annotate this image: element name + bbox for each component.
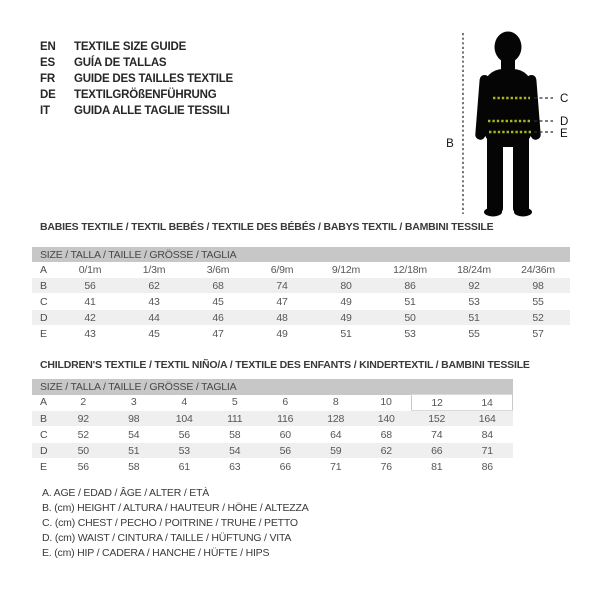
- table-cell: 128: [311, 411, 362, 427]
- table-row-age: [32, 262, 570, 278]
- table-row-height: [32, 278, 570, 294]
- table-cell: 74: [431, 428, 443, 441]
- legend-waist: D. (cm) WAIST / CINTURA / TAILLE / HÜFTUNG / VITA: [42, 532, 292, 544]
- table-cell: 62: [122, 278, 186, 294]
- table-cell: 54: [210, 443, 261, 459]
- table-cell: 12/18m: [393, 263, 427, 276]
- table-cell: 71: [462, 443, 513, 459]
- legend-height: B. (cm) HEIGHT / ALTURA / HAUTEUR / HÖHE / ALTEZZA: [42, 502, 309, 514]
- table-cell: 86: [481, 460, 493, 473]
- language-title: GUÍA DE TALLAS: [74, 57, 167, 69]
- table-row-chest: [32, 294, 570, 310]
- table-cell: 51: [404, 295, 416, 308]
- table-cell: 140: [361, 411, 412, 427]
- row-label: A: [40, 396, 47, 409]
- table-cell: 52: [506, 310, 570, 326]
- babies-table-title: BABIES TEXTILE / TEXTIL BEBÉS / TEXTILE DES BÉBÉS / BABYS TEXTIL / BAMBINI TESSILE: [40, 221, 494, 233]
- row-label: B: [32, 411, 58, 427]
- language-row-en: [40, 39, 233, 55]
- table-cell: 42: [58, 310, 122, 326]
- table-cell: 4: [181, 396, 188, 409]
- table-cell: 71: [330, 460, 342, 473]
- table-row-chest: [32, 427, 513, 443]
- language-code: DE: [40, 89, 56, 101]
- table-cell: 68: [186, 278, 250, 294]
- row-label: A: [40, 263, 47, 276]
- waist-label: D: [560, 116, 569, 128]
- babies-size-table: [32, 247, 570, 341]
- table-cell: 57: [532, 327, 544, 340]
- language-code: ES: [40, 57, 55, 69]
- table-cell: 58: [128, 460, 140, 473]
- language-code: FR: [40, 73, 55, 85]
- language-row-de: [40, 87, 233, 103]
- row-label: D: [32, 310, 58, 326]
- table-header: SIZE / TALLA / TAILLE / GRÖSSE / TAGLIA: [32, 379, 513, 395]
- table-cell: 50: [378, 310, 442, 326]
- table-row-age: [32, 395, 513, 411]
- table-cell: 6/9m: [270, 263, 294, 276]
- table-cell: 51: [340, 327, 352, 340]
- hip-label: E: [560, 128, 568, 140]
- table-row-waist: [32, 310, 570, 326]
- legend-chest: C. (cm) CHEST / PECHO / POITRINE / TRUHE / PETTO: [42, 517, 298, 529]
- table-cell: 18/24m: [457, 263, 491, 276]
- table-cell: 152: [412, 411, 463, 427]
- table-row-height: [32, 411, 513, 427]
- table-cell: 51: [109, 443, 160, 459]
- child-silhouette-icon: [475, 32, 541, 217]
- table-cell: 56: [77, 460, 89, 473]
- height-label: B: [446, 138, 454, 150]
- measurement-legend: [42, 486, 309, 561]
- table-header-row: [32, 379, 513, 395]
- language-code: EN: [40, 41, 56, 53]
- language-title: GUIDE DES TAILLES TEXTILE: [74, 73, 233, 85]
- table-cell: 45: [148, 327, 160, 340]
- table-cell: 14: [462, 395, 513, 411]
- table-cell: 48: [250, 310, 314, 326]
- table-cell: 68: [380, 428, 392, 441]
- table-cell: 61: [178, 460, 190, 473]
- table-cell: 55: [532, 295, 544, 308]
- table-cell: 43: [84, 327, 96, 340]
- table-cell: 9/12m: [331, 263, 361, 276]
- table-cell: 49: [340, 295, 352, 308]
- table-cell: 2: [80, 396, 87, 409]
- row-label: B: [32, 278, 58, 294]
- table-row-hip: [32, 459, 513, 475]
- table-cell: 98: [506, 278, 570, 294]
- table-cell: 54: [128, 428, 140, 441]
- table-cell: 10: [380, 396, 392, 409]
- table-cell: 47: [276, 295, 288, 308]
- table-cell: 47: [212, 327, 224, 340]
- table-cell: 43: [148, 295, 160, 308]
- table-cell: 1/3m: [142, 263, 166, 276]
- child-measurement-figure: [440, 15, 590, 227]
- language-code: IT: [40, 105, 50, 117]
- table-cell: 41: [84, 295, 96, 308]
- row-label: E: [40, 460, 47, 473]
- table-cell: 92: [58, 411, 109, 427]
- language-title: TEXTILGRÖßENFÜHRUNG: [74, 89, 217, 101]
- table-cell: 111: [210, 411, 261, 427]
- table-cell: 76: [380, 460, 392, 473]
- table-cell: 53: [468, 295, 480, 308]
- language-title: TEXTILE SIZE GUIDE: [74, 41, 187, 53]
- table-cell: 86: [378, 278, 442, 294]
- table-cell: 59: [311, 443, 362, 459]
- table-cell: 49: [314, 310, 378, 326]
- table-cell: 53: [159, 443, 210, 459]
- table-cell: 6: [282, 396, 289, 409]
- table-cell: 81: [431, 460, 443, 473]
- table-cell: 92: [442, 278, 506, 294]
- row-label: C: [40, 428, 48, 441]
- table-cell: 56: [58, 278, 122, 294]
- table-cell: 74: [250, 278, 314, 294]
- table-cell: 51: [442, 310, 506, 326]
- chest-label: C: [560, 93, 569, 105]
- row-label: C: [40, 295, 48, 308]
- table-cell: 116: [260, 411, 311, 427]
- language-row-fr: [40, 71, 233, 87]
- table-cell: 12: [412, 395, 463, 411]
- table-header: SIZE / TALLA / TAILLE / GRÖSSE / TAGLIA: [32, 247, 570, 262]
- table-cell: 80: [314, 278, 378, 294]
- table-cell: 44: [122, 310, 186, 326]
- language-title-list: [40, 39, 233, 119]
- table-row-waist: [32, 443, 513, 459]
- table-cell: 3: [130, 396, 137, 409]
- children-size-table: [32, 379, 513, 474]
- table-cell: 56: [178, 428, 190, 441]
- row-label: E: [40, 327, 47, 340]
- table-cell: 164: [462, 411, 513, 427]
- language-row-it: [40, 103, 233, 119]
- table-cell: 58: [229, 428, 241, 441]
- table-cell: 66: [279, 460, 291, 473]
- table-cell: 55: [468, 327, 480, 340]
- legend-age: A. AGE / EDAD / ÂGE / ALTER / ETÀ: [42, 487, 210, 499]
- table-cell: 8: [332, 396, 339, 409]
- table-cell: 52: [77, 428, 89, 441]
- row-label: D: [32, 443, 58, 459]
- table-cell: 60: [279, 428, 291, 441]
- table-cell: 50: [58, 443, 109, 459]
- language-row-es: [40, 55, 233, 71]
- table-cell: 104: [159, 411, 210, 427]
- table-cell: 66: [412, 443, 463, 459]
- table-header-row: [32, 247, 570, 262]
- table-cell: 98: [109, 411, 160, 427]
- legend-hip: E. (cm) HIP / CADERA / HANCHE / HÜFTE / HIPS: [42, 547, 270, 559]
- table-cell: 24/36m: [521, 263, 555, 276]
- children-table-title: CHILDREN'S TEXTILE / TEXTIL NIÑO/A / TEXTILE DES ENFANTS / KINDERTEXTIL / BAMBINI TESSILE: [40, 359, 530, 371]
- table-cell: 46: [186, 310, 250, 326]
- table-cell: 5: [231, 396, 238, 409]
- table-row-hip: [32, 326, 570, 342]
- table-cell: 64: [330, 428, 342, 441]
- table-cell: 0/1m: [78, 263, 102, 276]
- table-cell: 62: [361, 443, 412, 459]
- table-cell: 45: [212, 295, 224, 308]
- language-title: GUIDA ALLE TAGLIE TESSILI: [74, 105, 230, 117]
- table-cell: 53: [404, 327, 416, 340]
- table-cell: 63: [229, 460, 241, 473]
- table-cell: 49: [276, 327, 288, 340]
- table-cell: 3/6m: [206, 263, 230, 276]
- table-cell: 84: [481, 428, 493, 441]
- table-cell: 56: [260, 443, 311, 459]
